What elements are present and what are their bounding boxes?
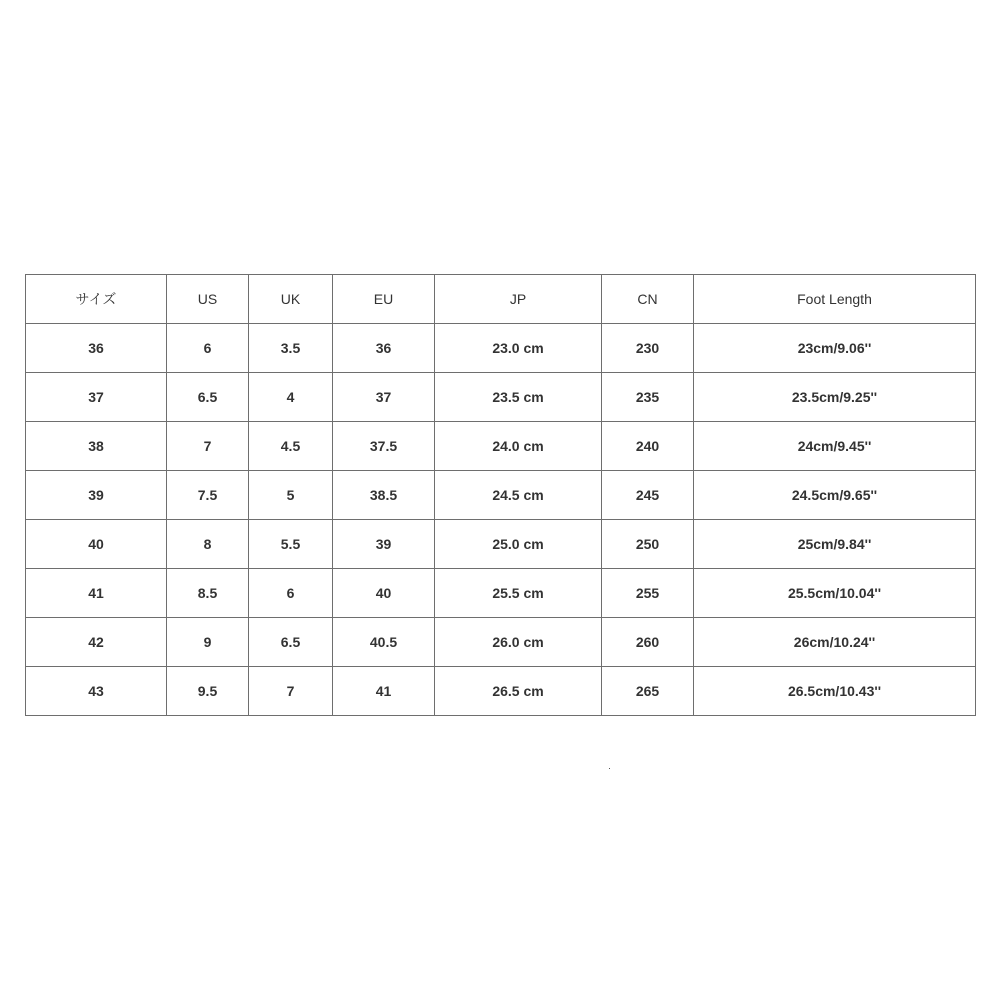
table-row [26, 667, 976, 716]
cell-eu: 40.5 [333, 618, 435, 667]
header-cell-cn: CN [602, 275, 694, 324]
cell-foot-length: 25.5cm/10.04'' [694, 569, 976, 618]
cell-size: 37 [26, 373, 167, 422]
stray-dot [609, 768, 610, 769]
header-cell-uk: UK [249, 275, 333, 324]
header-cell-jp: JP [435, 275, 602, 324]
cell-eu: 39 [333, 520, 435, 569]
cell-us: 8.5 [167, 569, 249, 618]
table-row [26, 373, 976, 422]
cell-uk: 6 [249, 569, 333, 618]
cell-size: 42 [26, 618, 167, 667]
cell-size: 41 [26, 569, 167, 618]
header-cell-foot-length: Foot Length [694, 275, 976, 324]
cell-cn: 260 [602, 618, 694, 667]
cell-foot-length: 26.5cm/10.43'' [694, 667, 976, 716]
cell-cn: 245 [602, 471, 694, 520]
cell-foot-length: 24cm/9.45'' [694, 422, 976, 471]
cell-eu: 36 [333, 324, 435, 373]
table-row [26, 569, 976, 618]
cell-size: 39 [26, 471, 167, 520]
cell-jp: 26.0 cm [435, 618, 602, 667]
size-chart-body [26, 275, 976, 716]
table-row [26, 324, 976, 373]
table-row [26, 618, 976, 667]
cell-us: 7 [167, 422, 249, 471]
cell-size: 43 [26, 667, 167, 716]
cell-size: 38 [26, 422, 167, 471]
cell-jp: 25.0 cm [435, 520, 602, 569]
cell-uk: 5 [249, 471, 333, 520]
cell-cn: 255 [602, 569, 694, 618]
cell-jp: 24.5 cm [435, 471, 602, 520]
table-row [26, 471, 976, 520]
cell-us: 6 [167, 324, 249, 373]
table-row [26, 422, 976, 471]
cell-eu: 40 [333, 569, 435, 618]
cell-uk: 7 [249, 667, 333, 716]
cell-size: 36 [26, 324, 167, 373]
cell-eu: 37.5 [333, 422, 435, 471]
cell-us: 7.5 [167, 471, 249, 520]
table-row [26, 520, 976, 569]
cell-us: 8 [167, 520, 249, 569]
cell-uk: 3.5 [249, 324, 333, 373]
cell-uk: 4 [249, 373, 333, 422]
cell-eu: 41 [333, 667, 435, 716]
cell-size: 40 [26, 520, 167, 569]
cell-uk: 6.5 [249, 618, 333, 667]
cell-eu: 37 [333, 373, 435, 422]
size-chart-table [25, 274, 976, 716]
cell-cn: 265 [602, 667, 694, 716]
cell-cn: 230 [602, 324, 694, 373]
header-cell-us: US [167, 275, 249, 324]
cell-foot-length: 23.5cm/9.25'' [694, 373, 976, 422]
cell-jp: 25.5 cm [435, 569, 602, 618]
cell-foot-length: 25cm/9.84'' [694, 520, 976, 569]
header-row [26, 275, 976, 324]
cell-us: 9 [167, 618, 249, 667]
cell-jp: 24.0 cm [435, 422, 602, 471]
cell-jp: 23.5 cm [435, 373, 602, 422]
cell-jp: 26.5 cm [435, 667, 602, 716]
cell-cn: 235 [602, 373, 694, 422]
header-cell-size: サイズ [26, 275, 167, 324]
cell-foot-length: 24.5cm/9.65'' [694, 471, 976, 520]
cell-uk: 4.5 [249, 422, 333, 471]
cell-foot-length: 26cm/10.24'' [694, 618, 976, 667]
cell-us: 9.5 [167, 667, 249, 716]
cell-foot-length: 23cm/9.06'' [694, 324, 976, 373]
cell-us: 6.5 [167, 373, 249, 422]
cell-cn: 250 [602, 520, 694, 569]
cell-eu: 38.5 [333, 471, 435, 520]
cell-uk: 5.5 [249, 520, 333, 569]
cell-jp: 23.0 cm [435, 324, 602, 373]
header-cell-eu: EU [333, 275, 435, 324]
cell-cn: 240 [602, 422, 694, 471]
